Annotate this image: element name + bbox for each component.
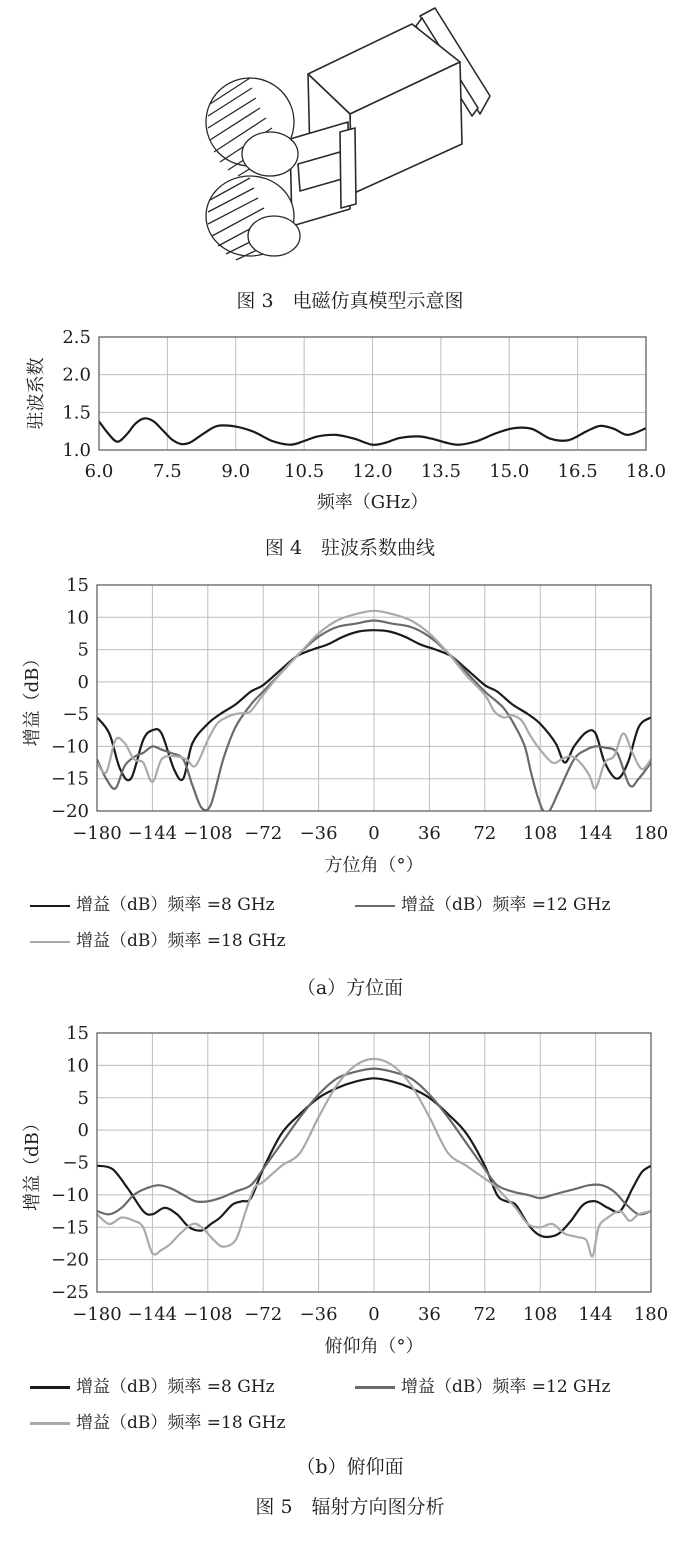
x-tick-label: 72 xyxy=(473,823,497,844)
x-tick-label: −180 xyxy=(72,1304,122,1325)
legend-label-12ghz: 增益（dB）频率 =12 GHz xyxy=(401,895,611,915)
x-tick-label: 108 xyxy=(523,1304,558,1325)
legend-label-8ghz: 增益（dB）频率 =8 GHz xyxy=(76,895,275,915)
x-tick-label: 16.5 xyxy=(557,461,598,482)
y-tick-label: 15 xyxy=(66,1023,89,1044)
x-tick-label: −144 xyxy=(127,1304,178,1325)
x-tick-label: 10.5 xyxy=(284,461,325,482)
y-tick-label: −15 xyxy=(51,1217,89,1239)
x-tick-label: 15.0 xyxy=(489,461,530,482)
subfigure-a-caption: （a）方位面 xyxy=(296,977,404,999)
legend-line-8ghz xyxy=(30,1386,70,1389)
legend-label-12ghz: 增益（dB）频率 =12 GHz xyxy=(401,1377,611,1397)
x-tick-label: −180 xyxy=(72,823,122,844)
x-tick-label: 180 xyxy=(633,823,669,844)
x-axis-title: 俯仰角（°） xyxy=(324,1336,424,1357)
y-tick-label: 10 xyxy=(66,607,89,629)
x-tick-label: −36 xyxy=(299,823,338,844)
legend-label-18ghz: 增益（dB）频率 =18 GHz xyxy=(76,931,286,951)
y-tick-label: −5 xyxy=(62,704,89,726)
y-tick-label: 5 xyxy=(77,639,89,661)
x-tick-label: 144 xyxy=(578,823,613,844)
y-tick-label: 1.5 xyxy=(62,402,91,424)
figure-3-caption: 图 3 电磁仿真模型示意图 xyxy=(236,290,464,312)
subfigure-b-caption: （b）俯仰面 xyxy=(296,1456,404,1478)
x-tick-label: 144 xyxy=(578,1304,613,1325)
x-tick-label: 36 xyxy=(417,823,441,844)
y-axis-title: 驻波系数 xyxy=(26,357,47,430)
x-tick-label: −36 xyxy=(299,1304,338,1325)
y-tick-label: −20 xyxy=(51,801,89,822)
legend-label-8ghz: 增益（dB）频率 =8 GHz xyxy=(76,1377,275,1397)
x-tick-label: 6.0 xyxy=(84,461,114,482)
x-tick-label: 72 xyxy=(473,1304,497,1325)
y-tick-label: −20 xyxy=(51,1249,89,1271)
y-tick-label: 0 xyxy=(77,671,89,693)
x-tick-label: 0 xyxy=(368,823,380,844)
legend-line-12ghz xyxy=(355,1386,395,1389)
legend-label-18ghz: 增益（dB）频率 =18 GHz xyxy=(76,1413,286,1433)
y-tick-label: −5 xyxy=(62,1152,89,1174)
x-tick-label: 36 xyxy=(417,1304,441,1325)
legend-item-8ghz xyxy=(30,1372,275,1397)
y-tick-label: −25 xyxy=(51,1282,89,1303)
x-tick-label: −72 xyxy=(244,823,283,844)
x-tick-label: 13.5 xyxy=(420,461,461,482)
y-tick-label: 0 xyxy=(77,1120,89,1142)
x-tick-label: 18.0 xyxy=(625,461,667,482)
x-tick-label: −108 xyxy=(183,1304,233,1325)
x-tick-label: −108 xyxy=(183,823,233,844)
y-tick-label: 2.0 xyxy=(62,364,91,386)
x-tick-label: 7.5 xyxy=(153,461,182,482)
y-tick-label: −10 xyxy=(51,1184,89,1206)
legend-line-18ghz xyxy=(30,1422,70,1425)
y-tick-label: −15 xyxy=(51,768,89,790)
legend-item-18ghz xyxy=(30,1408,285,1433)
x-tick-label: 108 xyxy=(523,823,558,844)
figure-5-caption: 图 5 辐射方向图分析 xyxy=(255,1496,445,1518)
y-tick-label: 15 xyxy=(66,575,89,596)
x-axis-title: 频率（GHz） xyxy=(316,492,429,513)
y-axis-title: 增益（dB） xyxy=(22,649,43,747)
y-tick-label: 2.5 xyxy=(62,327,91,348)
x-tick-label: −72 xyxy=(244,1304,283,1325)
y-axis-title: 增益（dB） xyxy=(22,1114,43,1211)
figure-4-caption: 图 4 驻波系数曲线 xyxy=(264,537,436,559)
x-tick-label: −144 xyxy=(127,823,178,844)
y-tick-label: −10 xyxy=(51,736,89,758)
legend-item-12ghz xyxy=(355,1372,610,1397)
y-tick-label: 1.0 xyxy=(62,440,91,461)
x-tick-label: 12.0 xyxy=(352,461,393,482)
y-tick-label: 5 xyxy=(77,1087,89,1109)
x-tick-label: 0 xyxy=(368,1304,380,1325)
x-axis-title: 方位角（°） xyxy=(324,855,424,876)
x-tick-label: 180 xyxy=(633,1304,669,1325)
y-tick-label: 10 xyxy=(66,1055,89,1077)
x-tick-label: 9.0 xyxy=(221,461,251,482)
